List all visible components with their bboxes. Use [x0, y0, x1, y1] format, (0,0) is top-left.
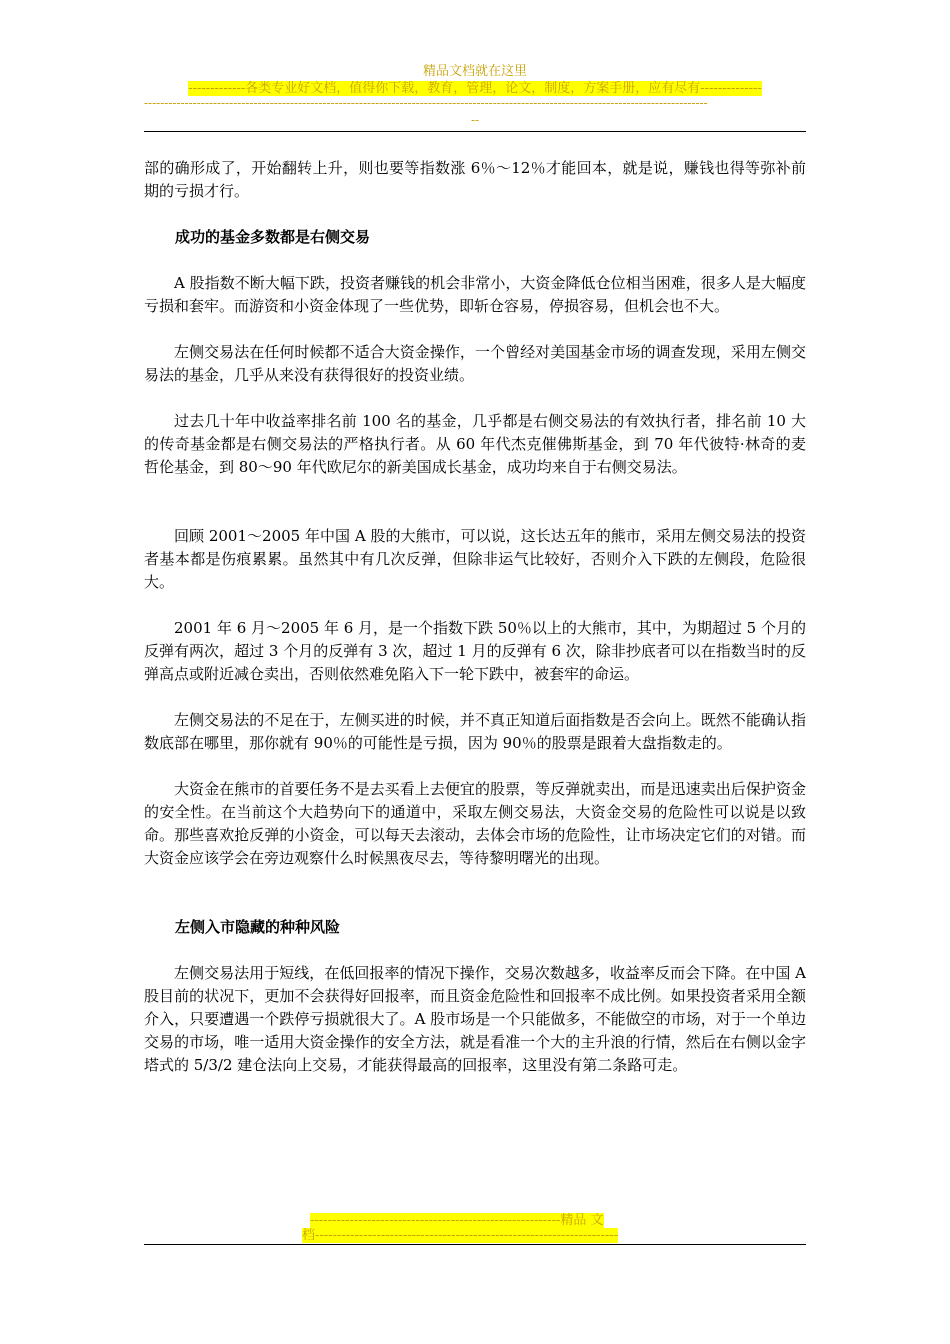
- header-dash-line: -------------------------------------------------------------------------------------------------------------------------------------------: [144, 96, 708, 110]
- footer-line-1: [310, 1213, 650, 1229]
- footer-rule: [144, 1244, 806, 1245]
- paragraph: 2001 年 6 月～2005 年 6 月，是一个指数下跌 50％以上的大熊市，其中，为期超过 5 个月的反弹有两次，超过 3 个月的反弹有 3 次，超过 1 月的反弹有 6 次，除非抄底者可以在指数当时的反弹高点或附近减仓卖出，否则依然难免陷入下一轮下跌中，被套牢的命运。: [144, 619, 806, 683]
- paragraph: 左侧交易法用于短线，在低回报率的情况下操作，交易次数越多，收益率反而会下降。在中国 A 股目前的状况下，更加不会获得好回报率，而且资金危险性和回报率不成比例。如果投资者采用全额介入，只要遭遇一个跌停亏损就很大了。A 股市场是一个只能做多，不能做空的市场，对于一个单边交易的市场，唯一适用大资金操作的安全方法，就是看准一个大的主升浪的行情，然后在右侧以金字塔式的 5/3/2 建仓法向上交易，才能获得最高的回报率，这里没有第二条路可走。: [144, 964, 806, 1074]
- paragraph: A 股指数不断大幅下跌，投资者赚钱的机会非常小，大资金降低仓位相当困难，很多人是大幅度亏损和套牢。而游资和小资金体现了一些优势，即斩仓容易，停损容易，但机会也不大。: [144, 274, 806, 315]
- paragraph: 左侧交易法的不足在于，左侧买进的时候，并不真正知道后面指数是否会向上。既然不能确认指数底部在哪里，那你就有 90％的可能性是亏损，因为 90％的股票是跟着大盘指数走的。: [144, 711, 806, 752]
- paragraph: 过去几十年中收益率排名前 100 名的基金，几乎都是右侧交易法的有效执行者，排名前 10 大的传奇基金都是右侧交易法的严格执行者。从 60 年代杰克催佛斯基金，到 70 年代彼特·林奇的麦哲伦基金，到 80～90 年代欧尼尔的新美国成长基金，成功均来自于右侧交易法。: [144, 412, 806, 476]
- paragraph: 左侧交易法在任何时候都不适合大资金操作，一个曾经对美国基金市场的调查发现，采用左侧交易法的基金，几乎从来没有获得很好的投资业绩。: [144, 343, 806, 384]
- footer-line-1-text: ---------------------------------------------------------精品 文: [310, 1213, 604, 1228]
- paragraph: 回顾 2001～2005 年中国 A 股的大熊市，可以说，这长达五年的熊市，采用左侧交易法的投资者基本都是伤痕累累。虽然其中有几次反弹，但除非运气比较好，否则介入下跌的左侧段，危险很大。: [144, 527, 806, 591]
- header-title: 精品文档就在这里: [422, 64, 527, 79]
- paragraph: 大资金在熊市的首要任务不是去买看上去便宜的股票，等反弹就卖出，而是迅速卖出后保护资金的安全性。在当前这个大趋势向下的通道中，采取左侧交易法，大资金交易的危险性可以说是以致命。那些喜欢抢反弹的小资金，可以每天去滚动，去体会市场的危险性，让市场决定它们的对错。而大资金应该学会在旁边观察什么时候黑夜尽去，等待黎明曙光的出现。: [144, 780, 806, 867]
- header-rule: [144, 131, 806, 132]
- document-body: [144, 157, 806, 1077]
- section-heading: 左侧入市隐藏的种种风险: [175, 918, 341, 936]
- paragraph: 部的确形成了，开始翻转上升，则也要等指数涨 6％～12％才能回本，就是说，赚钱也得等弥补前期的亏损才行。: [144, 159, 806, 200]
- header-tagline: [150, 81, 800, 97]
- footer-line-2: [302, 1228, 662, 1244]
- section-heading: 成功的基金多数都是右侧交易: [175, 228, 371, 246]
- footer-line-2-text: 档---------------------------------------------------------------------: [302, 1228, 619, 1243]
- header-dash-tail: --: [470, 113, 480, 127]
- header-tagline-text: -------------各类专业好文档，值得你下载，教育，管理，论文，制度，方案手册，应有尽有--------------: [188, 81, 762, 96]
